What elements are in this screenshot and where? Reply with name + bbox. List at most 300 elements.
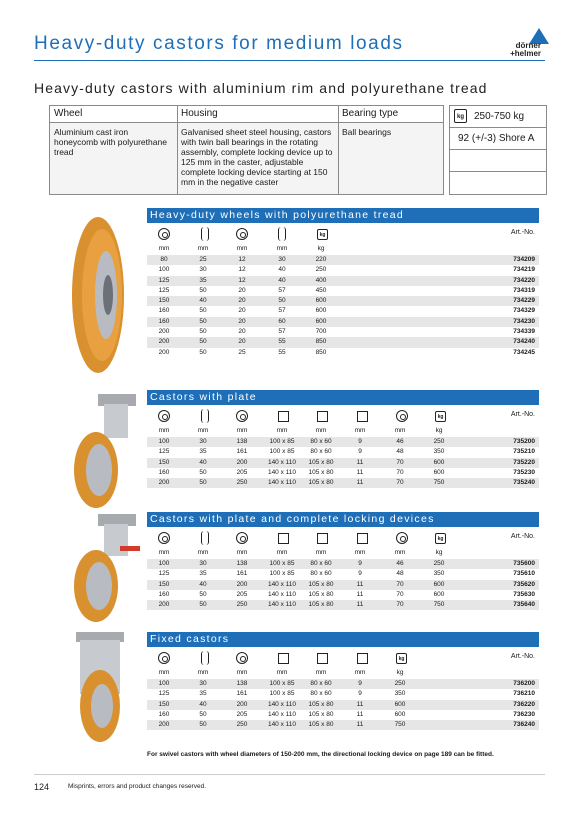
- table-row: [147, 580, 539, 590]
- load-kg-icon: kg: [454, 109, 467, 123]
- table-cell: 138: [236, 680, 248, 687]
- table-cell: 25: [199, 256, 207, 263]
- article-number: 734229: [513, 297, 535, 305]
- article-number: 734240: [513, 338, 535, 346]
- hub-length-icon: [278, 227, 286, 241]
- table-row: [147, 600, 539, 610]
- table-row: [147, 720, 539, 730]
- table-cell: 35: [199, 570, 207, 578]
- wheel-diameter-icon: [158, 410, 170, 422]
- table-cell: 140 x 110: [267, 479, 297, 487]
- table-cell: 200: [158, 479, 170, 487]
- logo-line-2: +helmer: [510, 49, 541, 58]
- table-cell: 30: [199, 680, 207, 687]
- table-cell: 140 x 110: [267, 700, 297, 708]
- section-title: Heavy-duty castors with aluminium rim and polyurethane tread: [34, 80, 488, 96]
- table-cell: 100: [158, 560, 170, 567]
- unit-label: mm: [354, 427, 366, 434]
- table-cell: 250: [236, 479, 248, 487]
- table-cell: 105 x 80: [308, 590, 334, 598]
- table-cell: 25: [238, 348, 246, 356]
- unit-label: mm: [394, 427, 406, 434]
- table-cell: 50: [199, 317, 207, 325]
- article-number: 734209: [513, 256, 535, 263]
- table-row: [147, 317, 539, 327]
- bolt-hole-spacing-icon: [317, 411, 328, 422]
- table-cell: 11: [356, 710, 364, 718]
- table-cell: 105 x 80: [308, 721, 334, 729]
- table-cell: 105 x 80: [308, 710, 334, 718]
- table-cell: 140 x 110: [267, 710, 297, 718]
- table-cell: 57: [278, 328, 286, 336]
- table-row: [147, 286, 539, 296]
- table-cell: 700: [315, 328, 327, 336]
- table-cell: 160: [158, 317, 170, 325]
- table-cell: 100 x 85: [269, 570, 295, 578]
- table-cell: 11: [356, 580, 364, 588]
- table-cell: 9: [358, 438, 362, 445]
- artno-label: Art.-No.: [510, 229, 535, 236]
- table-cell: 205: [236, 590, 248, 598]
- table-cell: 350: [433, 448, 445, 456]
- table-cell: 250: [433, 438, 445, 445]
- overall-height-icon: [236, 652, 248, 664]
- table-cell: 150: [158, 700, 170, 708]
- table-row: [147, 590, 539, 600]
- table-cell: 138: [236, 560, 248, 567]
- article-number: 735220: [513, 458, 535, 466]
- table-row: [147, 255, 539, 265]
- table-row: [147, 569, 539, 579]
- table-cell: 9: [358, 680, 362, 687]
- table-cell: 70: [396, 479, 404, 487]
- table-cell: 105 x 80: [308, 700, 334, 708]
- table-cell: 50: [199, 348, 207, 356]
- spec-table-header: [50, 106, 443, 123]
- plate-size-icon: [278, 653, 289, 664]
- bolt-hole-spacing-icon: [317, 533, 328, 544]
- table-cell: 200: [158, 721, 170, 729]
- fixed-table: [147, 632, 539, 730]
- bolt-hole-spacing-icon: [317, 653, 328, 664]
- table-cell: 161: [236, 570, 248, 578]
- table-cell: 138: [236, 438, 248, 445]
- unit-label: kg: [317, 245, 325, 252]
- table-cell: 11: [356, 468, 364, 476]
- footer-divider: [34, 774, 545, 775]
- table-cell: 200: [158, 338, 170, 346]
- table-cell: 30: [278, 256, 286, 263]
- table-cell: 205: [236, 710, 248, 718]
- table-cell: 20: [238, 338, 246, 346]
- article-number: 736230: [513, 710, 535, 718]
- table-cell: 50: [199, 601, 207, 609]
- wheel-width-icon: [201, 409, 209, 423]
- table-cell: 50: [199, 721, 207, 729]
- article-number: 734220: [513, 276, 535, 284]
- table-cell: 125: [158, 448, 170, 456]
- table-cell: 161: [236, 690, 248, 698]
- article-number: 735230: [513, 468, 535, 476]
- table-cell: 105 x 80: [308, 468, 334, 476]
- table-cell: 200: [158, 348, 170, 356]
- table-cell: 70: [396, 601, 404, 609]
- table-cell: 105 x 80: [308, 580, 334, 588]
- table-row: [147, 559, 539, 569]
- table-cell: 140 x 110: [267, 601, 297, 609]
- load-capacity-icon: kg: [435, 411, 446, 422]
- table-cell: 12: [238, 276, 246, 284]
- table-cell: 100: [158, 680, 170, 687]
- table-cell: 20: [238, 297, 246, 305]
- table-cell: 125: [158, 286, 170, 294]
- article-number: 735630: [513, 590, 535, 598]
- unit-label: mm: [158, 245, 170, 252]
- table-cell: 40: [199, 458, 207, 466]
- spec-housing-text: Galvanised sheet steel housing, castors with twin ball bearings in the rotating assembly, complete locking device up to 125 mm in the caster, adjustable complete locking device starting at 150 mm in the negative caster: [181, 127, 333, 187]
- table-cell: 30: [199, 266, 207, 274]
- table-cell: 50: [199, 479, 207, 487]
- article-number: 736240: [513, 721, 535, 729]
- unit-label: mm: [315, 669, 327, 676]
- unit-label: mm: [197, 669, 209, 676]
- article-number: 734339: [513, 328, 535, 336]
- table-cell: 140 x 110: [267, 468, 297, 476]
- table-cell: 105 x 80: [308, 458, 334, 466]
- artno-label: Art.-No.: [510, 653, 535, 660]
- table-cell: 80 x 60: [310, 448, 332, 456]
- unit-label: mm: [315, 549, 327, 556]
- bolt-hole-icon: [357, 653, 368, 664]
- unit-label: mm: [197, 245, 209, 252]
- table-cell: 100 x 85: [269, 560, 295, 567]
- table-cell: 20: [238, 286, 246, 294]
- table-cell: 140 x 110: [267, 458, 297, 466]
- bolt-hole-icon: [357, 411, 368, 422]
- table-cell: 50: [199, 468, 207, 476]
- unit-label: mm: [158, 427, 170, 434]
- article-number: 734230: [513, 317, 535, 325]
- table-cell: 9: [358, 570, 362, 578]
- table-cell: 80: [160, 256, 168, 263]
- table-cell: 48: [396, 570, 404, 578]
- table-cell: 600: [433, 468, 445, 476]
- unit-label: kg: [396, 669, 404, 676]
- table-cell: 100: [158, 266, 170, 274]
- spec-header-wheel: Wheel: [54, 108, 83, 119]
- table-cell: 105 x 80: [308, 601, 334, 609]
- table-row: [147, 468, 539, 478]
- table-cell: 50: [199, 338, 207, 346]
- table-cell: 55: [278, 338, 286, 346]
- table-cell: 750: [433, 479, 445, 487]
- table-cell: 200: [236, 700, 248, 708]
- table-cell: 250: [236, 601, 248, 609]
- fixed-table-title: Fixed castors: [147, 632, 539, 647]
- wheel-diameter-icon: [158, 532, 170, 544]
- table-row: [147, 689, 539, 699]
- table-row: [147, 327, 539, 337]
- table-row: [147, 306, 539, 316]
- table-cell: 250: [394, 680, 406, 687]
- unit-label: mm: [276, 427, 288, 434]
- table-cell: 200: [158, 328, 170, 336]
- article-number: 735640: [513, 601, 535, 609]
- castor-plate-image: [58, 390, 144, 510]
- locking-table: [147, 512, 539, 610]
- spec-wheel-text: Aluminium cast iron honeycomb with polyurethane tread: [54, 127, 167, 157]
- table-cell: 50: [199, 307, 207, 315]
- table-cell: 11: [356, 700, 364, 708]
- table-row: [147, 478, 539, 488]
- unit-label: mm: [276, 245, 288, 252]
- unit-label: mm: [394, 549, 406, 556]
- unit-label: mm: [354, 549, 366, 556]
- table-cell: 600: [433, 580, 445, 588]
- unit-label: mm: [354, 669, 366, 676]
- table-cell: 105 x 80: [308, 479, 334, 487]
- article-number: 735620: [513, 580, 535, 588]
- table-cell: 35: [199, 690, 207, 698]
- table-cell: 100 x 85: [269, 438, 295, 445]
- article-number: 736210: [513, 690, 535, 698]
- wheel-diameter-icon: [158, 652, 170, 664]
- table-row: [147, 337, 539, 347]
- table-cell: 9: [358, 448, 362, 456]
- table-cell: 161: [236, 448, 248, 456]
- table-cell: 160: [158, 710, 170, 718]
- table-cell: 205: [236, 468, 248, 476]
- article-number: 734219: [513, 266, 535, 274]
- table-cell: 850: [315, 338, 327, 346]
- table-cell: 80 x 60: [310, 690, 332, 698]
- table-cell: 12: [238, 266, 246, 274]
- wheel-width-icon: [201, 227, 209, 241]
- table-cell: 750: [433, 601, 445, 609]
- locking-table-title: Castors with plate and complete locking devices: [147, 512, 539, 527]
- table-cell: 200: [236, 458, 248, 466]
- article-number: 735210: [513, 448, 535, 456]
- table-cell: 150: [158, 580, 170, 588]
- table-cell: 50: [199, 328, 207, 336]
- unit-label: kg: [435, 549, 443, 556]
- table-cell: 600: [394, 700, 406, 708]
- table-cell: 600: [433, 590, 445, 598]
- table-cell: 250: [315, 266, 327, 274]
- table-cell: 160: [158, 590, 170, 598]
- unit-label: mm: [236, 549, 248, 556]
- table-row: [147, 348, 539, 358]
- table-cell: 11: [356, 721, 364, 729]
- table-cell: 30: [199, 438, 207, 445]
- spec-bearing-text: Ball bearings: [342, 127, 392, 137]
- page-number: 124: [34, 782, 50, 792]
- wheels-table-title: Heavy-duty wheels with polyurethane tread: [147, 208, 539, 223]
- article-number: 736200: [513, 680, 535, 687]
- article-number: 735600: [513, 560, 535, 567]
- table-cell: 57: [278, 286, 286, 294]
- axle-bore-icon: [236, 228, 248, 240]
- table-row: [147, 447, 539, 457]
- table-cell: 40: [199, 700, 207, 708]
- table-cell: 35: [199, 276, 207, 284]
- table-cell: 70: [396, 580, 404, 588]
- unit-label: mm: [276, 669, 288, 676]
- unit-label: mm: [236, 669, 248, 676]
- plate-size-icon: [278, 533, 289, 544]
- unit-label: mm: [236, 245, 248, 252]
- table-cell: 9: [358, 690, 362, 698]
- table-cell: 40: [199, 297, 207, 305]
- table-row: [147, 700, 539, 710]
- table-cell: 80 x 60: [310, 438, 332, 445]
- load-capacity-icon: kg: [396, 653, 407, 664]
- castor-locking-image: [58, 510, 144, 625]
- wheels-table: [147, 208, 539, 358]
- table-cell: 250: [433, 560, 445, 567]
- table-cell: 140 x 110: [267, 721, 297, 729]
- table-cell: 150: [158, 458, 170, 466]
- table-cell: 80 x 60: [310, 570, 332, 578]
- overall-height-icon: [236, 410, 248, 422]
- load-capacity-icon: kg: [435, 533, 446, 544]
- hardness-value: 92 (+/-3) Shore A: [458, 133, 535, 144]
- table-cell: 200: [236, 580, 248, 588]
- table-cell: 40: [278, 276, 286, 284]
- disclaimer: Misprints, errors and product changes reserved.: [68, 783, 207, 790]
- table-cell: 11: [356, 458, 364, 466]
- table-cell: 160: [158, 307, 170, 315]
- table-row: [147, 437, 539, 447]
- table-cell: 600: [433, 458, 445, 466]
- table-cell: 11: [356, 590, 364, 598]
- table-cell: 125: [158, 276, 170, 284]
- plate-size-icon: [278, 411, 289, 422]
- table-cell: 250: [236, 721, 248, 729]
- article-number: 734329: [513, 307, 535, 315]
- table-cell: 70: [396, 468, 404, 476]
- unit-label: kg: [435, 427, 443, 434]
- table-cell: 80 x 60: [310, 680, 332, 687]
- spec-header-housing: Housing: [181, 108, 218, 119]
- table-cell: 46: [396, 560, 404, 567]
- wheel-diameter-icon: [158, 228, 170, 240]
- table-cell: 11: [356, 601, 364, 609]
- table-cell: 100 x 85: [269, 448, 295, 456]
- table-cell: 40: [199, 580, 207, 588]
- table-row: [147, 265, 539, 275]
- table-cell: 100 x 85: [269, 690, 295, 698]
- table-cell: 160: [158, 468, 170, 476]
- table-cell: 60: [278, 317, 286, 325]
- article-number: 734319: [513, 286, 535, 294]
- article-number: 735610: [513, 570, 535, 578]
- article-number: 736220: [513, 700, 535, 708]
- table-row: [147, 296, 539, 306]
- plate-table: [147, 390, 539, 488]
- wheel-image: [52, 210, 144, 380]
- article-number: 735200: [513, 438, 535, 445]
- table-cell: 50: [278, 297, 286, 305]
- table-cell: 600: [315, 317, 327, 325]
- table-cell: 150: [158, 297, 170, 305]
- wheel-width-icon: [201, 531, 209, 545]
- table-row: [147, 458, 539, 468]
- unit-label: mm: [158, 669, 170, 676]
- table-cell: 48: [396, 448, 404, 456]
- table-cell: 12: [238, 256, 246, 263]
- page-title: Heavy-duty castors for medium loads: [34, 33, 404, 54]
- fixed-castor-image: [58, 628, 144, 746]
- table-cell: 750: [394, 721, 406, 729]
- table-cell: 220: [315, 256, 327, 263]
- brand-logo: [501, 28, 549, 58]
- load-range: 250-750 kg: [474, 111, 525, 122]
- table-cell: 40: [278, 266, 286, 274]
- table-row: [147, 710, 539, 720]
- table-cell: 46: [396, 438, 404, 445]
- unit-label: mm: [315, 427, 327, 434]
- table-row: [147, 276, 539, 286]
- table-cell: 30: [199, 560, 207, 567]
- footnote: For swivel castors with wheel diameters of 150-200 mm, the directional locking device on page 189 can be fitted.: [147, 751, 494, 758]
- spec-table: [49, 105, 444, 195]
- bolt-hole-icon: [357, 533, 368, 544]
- table-cell: 50: [199, 710, 207, 718]
- unit-label: mm: [276, 549, 288, 556]
- table-cell: 200: [158, 601, 170, 609]
- table-cell: 450: [315, 286, 327, 294]
- table-cell: 100: [158, 438, 170, 445]
- load-capacity-icon: kg: [317, 229, 328, 240]
- table-cell: 70: [396, 458, 404, 466]
- table-cell: 50: [199, 286, 207, 294]
- unit-label: mm: [236, 427, 248, 434]
- artno-label: Art.-No.: [510, 411, 535, 418]
- table-cell: 57: [278, 307, 286, 315]
- table-cell: 20: [238, 317, 246, 325]
- table-cell: 20: [238, 307, 246, 315]
- table-cell: 35: [199, 448, 207, 456]
- table-cell: 600: [394, 710, 406, 718]
- article-number: 735240: [513, 479, 535, 487]
- table-cell: 20: [238, 328, 246, 336]
- table-cell: 600: [315, 307, 327, 315]
- table-cell: 350: [433, 570, 445, 578]
- plate-table-title: Castors with plate: [147, 390, 539, 405]
- table-cell: 55: [278, 348, 286, 356]
- table-cell: 400: [315, 276, 327, 284]
- swivel-radius-icon: [396, 410, 408, 422]
- table-cell: 11: [356, 479, 364, 487]
- table-cell: 9: [358, 560, 362, 567]
- unit-label: mm: [197, 549, 209, 556]
- table-row: [147, 679, 539, 689]
- article-number: 734245: [513, 348, 535, 356]
- logo-line-1: dörner: [515, 41, 541, 50]
- table-cell: 140 x 110: [267, 580, 297, 588]
- artno-label: Art.-No.: [510, 533, 535, 540]
- table-cell: 125: [158, 690, 170, 698]
- swivel-radius-icon: [396, 532, 408, 544]
- rating-box: [449, 105, 547, 195]
- table-cell: 70: [396, 590, 404, 598]
- table-cell: 140 x 110: [267, 590, 297, 598]
- header-divider: [34, 60, 545, 61]
- wheel-width-icon: [201, 651, 209, 665]
- spec-header-bearing: Bearing type: [342, 108, 399, 119]
- unit-label: mm: [158, 549, 170, 556]
